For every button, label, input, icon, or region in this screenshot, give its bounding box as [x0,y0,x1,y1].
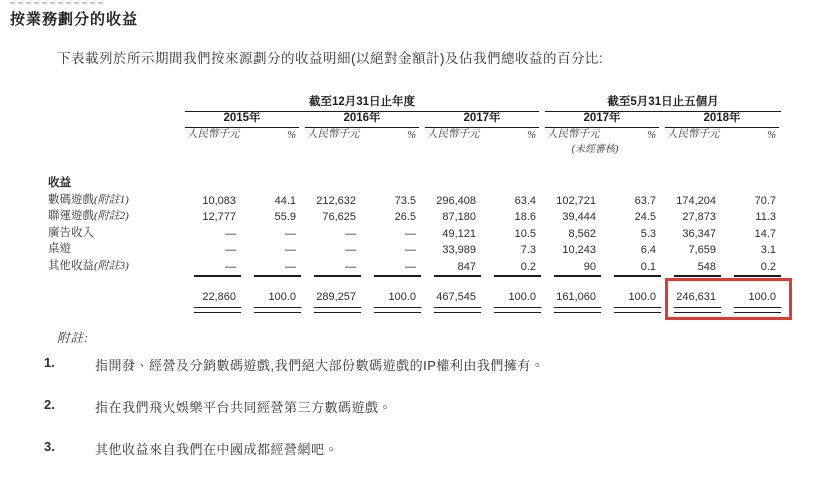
note-ref: (附註1) [94,193,129,206]
percent-label: % [287,130,296,141]
amount-cell: — [305,261,365,273]
amount-cell: 296,408 [436,194,476,207]
amount-unit-label: 人民幣千元 [667,129,720,140]
amount-cell: 174,204 [676,194,716,207]
table-section-row [48,173,788,190]
percent-label: % [767,130,776,141]
subheader-pair-2017 [425,126,545,141]
total-amount-cell: 467,545 [425,291,485,303]
subheader-pair-2018-5m [665,126,785,141]
note-text: 指在我們飛火娛樂平台共同經營第三方數碼遊戲。 [95,400,393,415]
amount-cell: 36,347 [682,227,716,240]
table-unaudited-row [48,140,788,153]
year-header-2017-5m: 2017年 [545,109,659,128]
section-label-revenue: 收益 [48,177,71,189]
percent-cell: 73.5 [394,194,416,207]
note-ref: (附註3) [94,259,129,272]
table-year-header-row [48,109,788,126]
amount-cell: 10,083 [202,194,236,207]
percent-label: % [647,130,656,141]
percent-cell: 3.1 [760,244,776,256]
table-spacer [48,153,788,173]
row-label: 其他收益(附註3) [48,259,129,272]
percent-cell: 0.2 [725,261,785,273]
table-row-joint-operated-games [48,207,788,224]
amount-cell: 212,632 [316,194,356,207]
percent-cell: — [285,227,296,240]
percent-cell: 6.4 [640,244,656,256]
total-percent-cell: 100.0 [725,291,785,303]
amount-cell: 49,121 [442,227,476,240]
amount-unit-label: 人民幣千元 [547,129,600,140]
notes-list [44,355,784,481]
percent-cell: 11.3 [755,211,776,223]
table-row-other-income [48,256,788,273]
percent-cell: 70.7 [754,194,776,207]
intro-paragraph: 下表載列於所示期間我們按來源劃分的收益明細(以絕對金額計)及佔我們總收益的百分比: [57,51,604,66]
amount-cell: 102,721 [556,194,596,207]
note-ref: (附註2) [94,210,129,222]
amount-unit-label: 人民幣千元 [187,129,240,140]
percent-label: % [407,130,416,141]
amount-cell: 90 [545,261,605,273]
amount-cell: 10,243 [562,244,596,256]
table-row-advertising-income [48,223,788,240]
notes-heading: 附註: [57,331,90,345]
revenue-table [48,93,788,303]
year-header-2016: 2016年 [305,109,419,128]
amount-cell: 847 [425,261,485,273]
year-header-2015: 2015年 [185,109,299,128]
note-text: 其他收益來自我們在中國成都經營網吧。 [95,442,339,457]
unaudited-label: (未經審核) [571,144,619,155]
amount-cell: 39,444 [562,211,596,223]
total-amount-cell: 246,631 [665,291,725,303]
percent-label: % [527,130,536,141]
table-total-row [48,285,788,303]
amount-cell: — [225,227,236,240]
percent-cell: 44.1 [274,194,296,207]
percent-cell: 55.9 [274,211,296,223]
amount-cell: — [345,227,356,240]
note-item-2 [44,397,784,416]
group-header-year-ended: 截至12月31日止年度 [185,93,539,112]
percent-cell: — [365,261,425,273]
table-subheader-row [48,126,788,140]
note-number: 2. [44,397,55,412]
total-amount-cell: 161,060 [545,291,605,303]
note-number: 3. [44,439,55,454]
total-percent-cell: 100.0 [485,291,545,303]
amount-cell: — [225,244,236,256]
percent-cell: — [405,227,416,240]
percent-cell: 14.7 [754,227,776,240]
row-label: 桌遊 [48,243,71,255]
percent-cell: 18.6 [514,211,536,223]
row-label: 數碼遊戲(附註1) [48,193,129,206]
percent-cell: 63.7 [634,194,656,207]
amount-cell: 27,873 [682,211,716,223]
amount-cell: 548 [665,261,725,273]
amount-cell: 33,989 [442,244,476,256]
note-text: 指開發、經營及分銷數碼遊戲,我們絕大部份數碼遊戲的IP權利由我們擁有。 [95,358,545,373]
clipped-previous-line-remnant [10,2,106,4]
amount-cell: 8,562 [568,227,596,240]
note-item-1 [44,355,784,374]
percent-cell: 26.5 [394,211,416,223]
table-group-header-row [48,93,788,109]
note-item-3 [44,439,784,458]
amount-unit-label: 人民幣千元 [307,129,360,140]
amount-cell: 12,777 [202,211,236,223]
row-label: 聯運遊戲(附註2) [48,210,129,222]
percent-cell: — [245,261,305,273]
year-header-2018-5m: 2018年 [665,109,779,128]
group-header-five-months: 截至5月31日止五個月 [545,93,781,112]
amount-cell: 7,659 [688,244,716,256]
total-percent-cell: 100.0 [245,291,305,303]
percent-cell: 5.3 [640,227,656,240]
amount-cell: 76,625 [322,211,356,223]
amount-cell: — [185,261,245,273]
amount-cell: 87,180 [442,211,476,223]
percent-cell: 0.2 [485,261,545,273]
table-row-board-games [48,240,788,257]
percent-cell: 7.3 [520,244,536,256]
amount-unit-label: 人民幣千元 [427,129,480,140]
page-title: 按業務劃分的收益 [10,11,139,28]
total-amount-cell: 289,257 [305,291,365,303]
percent-cell: 63.4 [514,194,536,207]
percent-cell: 24.5 [634,211,656,223]
table-row-digital-games [48,190,788,207]
total-percent-cell: 100.0 [365,291,425,303]
amount-cell: — [345,244,356,256]
subheader-pair-2017-5m [545,126,665,141]
subheader-pair-2015 [185,126,305,141]
year-header-2017: 2017年 [425,109,539,128]
percent-cell: — [405,244,416,256]
percent-cell: — [285,244,296,256]
subheader-pair-2016 [305,126,425,141]
row-label: 廣告收入 [48,226,94,239]
total-amount-cell: 22,860 [185,291,245,303]
percent-cell: 10.5 [514,227,536,240]
total-percent-cell: 100.0 [605,291,665,303]
note-number: 1. [44,355,55,370]
percent-cell: 0.1 [605,261,665,273]
